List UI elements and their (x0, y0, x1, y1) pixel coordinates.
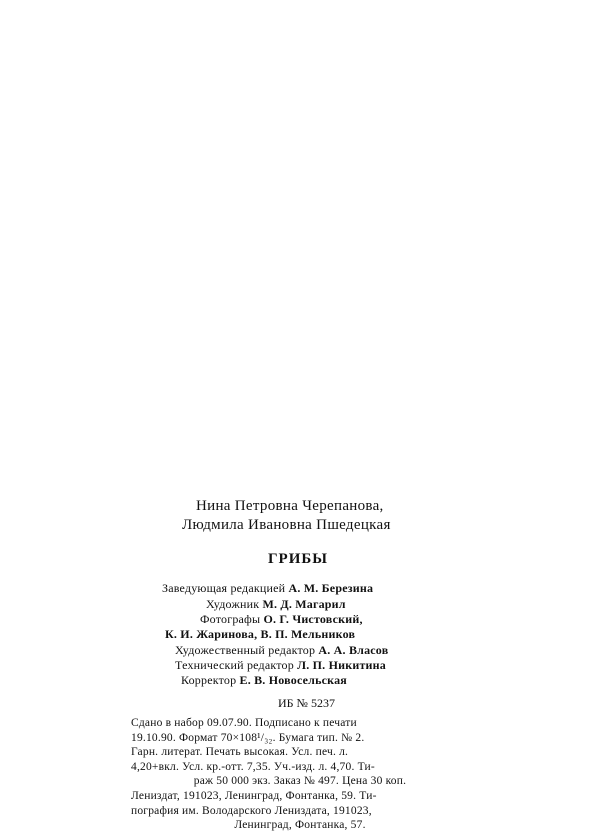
credit-role: Заведующая редакцией (162, 581, 286, 595)
author-name-1: Нина Петровна Черепанова, (196, 498, 384, 514)
imprint-line: 4,20+вкл. Усл. кр.-отт. 7,35. Уч.-изд. л. 4,70. Ти- (131, 760, 375, 773)
credit-name: М. Д. Магарил (262, 597, 346, 611)
credit-name: К. И. Жаринова, В. П. Мельников (165, 627, 356, 641)
imprint-block (131, 716, 469, 833)
credit-name: А. А. Власов (318, 643, 389, 657)
credit-line-editor-in-chief (162, 581, 373, 596)
credit-line-artist (206, 597, 346, 612)
imprint-line: Ленинград, Фонтанка, 57. (234, 819, 366, 832)
credit-role: Художественный редактор (175, 643, 316, 657)
imprint-line: Лениздат, 191023, Ленинград, Фонтанка, 59. Ти- (131, 789, 377, 802)
imprint-line: пография им. Володарского Лениздата, 191023, (131, 804, 372, 817)
ib-number: ИБ № 5237 (278, 696, 336, 710)
credit-line-proofreader (181, 673, 347, 688)
credit-name: Е. В. Новосельская (239, 673, 347, 687)
credit-role: Корректор (181, 673, 237, 687)
imprint-line: Сдано в набор 09.07.90. Подписано к печати (131, 717, 357, 729)
imprint-line: Гарн. литерат. Печать высокая. Усл. печ. л. (131, 746, 349, 759)
credit-line-art-editor (175, 643, 388, 658)
credit-line-photographers (200, 612, 363, 627)
imprint-line: раж 50 000 экз. Заказ № 497. Цена 30 коп. (193, 775, 407, 788)
credit-role: Художник (206, 597, 260, 611)
credit-name: О. Г. Чистовский, (263, 612, 363, 626)
author-name-2: Людмила Ивановна Пшедецкая (182, 517, 391, 533)
credit-name: А. М. Березина (288, 581, 374, 595)
credit-role: Фотографы (200, 612, 261, 626)
credit-line-photographers-continued (165, 627, 355, 642)
credit-role: Технический редактор (175, 658, 294, 672)
credit-name: Л. П. Никитина (297, 658, 386, 672)
book-title: ГРИБЫ (268, 551, 329, 567)
credit-line-technical-editor (175, 658, 386, 673)
imprint-line: 19.10.90. Формат 70×108¹/₃₂. Бумага тип. № 2. (131, 731, 365, 744)
